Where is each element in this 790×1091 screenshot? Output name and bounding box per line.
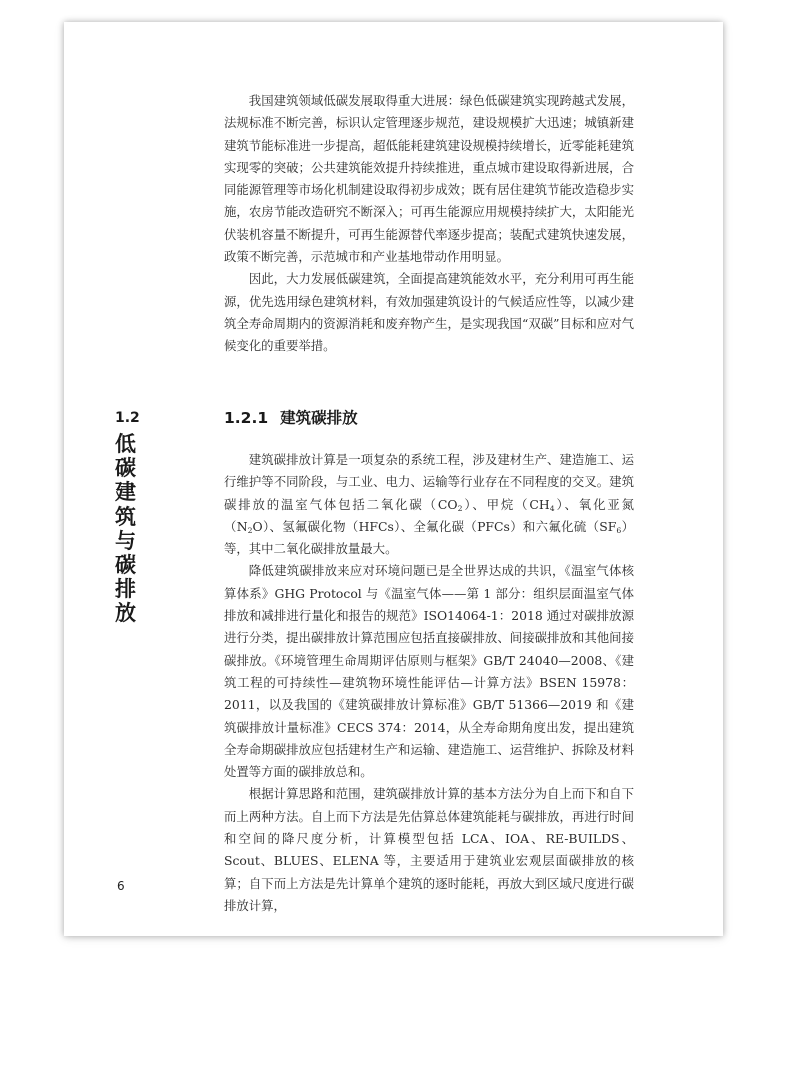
text-run: 建筑碳排放计算是一项复杂的系统工程，涉及建材生产、建造施工、运行维护等不同阶段，与工业、电力、运输等行业存在不同程度的交叉。建筑碳排放的温室气体包括二氧化碳（CO — [224, 452, 634, 512]
text-run: ）、氧化亚氮（N — [224, 496, 634, 534]
text-run: ）、甲烷（CH — [462, 496, 550, 512]
intro-paragraph-1: 我国建筑领域低碳发展取得重大进展：绿色低碳建筑实现跨越式发展，法规标准不断完善，标识认定管理逐步规范，建设规模扩大迅速；城镇新建建筑节能标准进一步提高，超低能耗建筑建设规模持续增长，近零能耗建筑实现零的突破；公共建筑能效提升持续推进，重点城市建设取得新进展，合同能源管理等市场化机制建设取得初步成效；既有居住建筑节能改造稳步实施，农房节能改造研究不断深入；可再生能源应用规模持续扩大，太阳能光伏装机容量不断提升，可再生能源替代率逐步提高；装配式建筑快速发展，政策不断完善，示范城市和产业基地带动作用明显。 — [224, 93, 634, 265]
chapter-title: 低碳建筑与碳排放 — [115, 432, 136, 626]
section-heading — [224, 406, 358, 428]
text-run: ）等，其中二氧化碳排放量最大。 — [224, 518, 635, 557]
section-number: 1.2.1 — [224, 409, 269, 427]
subscript: 2 — [457, 503, 463, 513]
intro-paragraph-2: 因此，大力发展低碳建筑，全面提高建筑能效水平，充分利用可再生能源，优先选用绿色建筑材料，有效加强建筑设计的气候适应性等，以减少建筑全寿命周期内的资源消耗和废弃物产生，是实现我国“双碳”目标和应对气候变化的重要举措。 — [224, 271, 634, 354]
text-run: O）、氢氟碳化物（HFCs）、全氟化碳（PFCs）和六氟化硫（SF — [252, 518, 617, 534]
book-page — [64, 22, 723, 936]
intro-text-block — [224, 90, 634, 358]
main-paragraph-1 — [224, 449, 634, 560]
main-text-block — [224, 449, 634, 917]
page-number: 6 — [117, 879, 125, 893]
subscript: 6 — [616, 525, 622, 535]
main-paragraph-3: 根据计算思路和范围，建筑碳排放计算的基本方法分为自上而下和自下而上两种方法。自上而下方法是先估算总体建筑能耗与碳排放，再进行时间和空间的降尺度分析，计算模型包括 LCA、IOA、RE-BUILDS、Scout、BLUES、ELENA 等，主要适用于建筑业宏观层面碳排放的核算；自下而上方法是先计算单个建筑的逐时能耗，再放大到区域尺度进行碳排放计算， — [224, 786, 634, 913]
subscript: 4 — [549, 503, 555, 513]
chapter-number: 1.2 — [115, 410, 140, 426]
subscript: 2 — [247, 525, 253, 535]
section-title: 建筑碳排放 — [280, 409, 358, 427]
main-paragraph-2: 降低建筑碳排放来应对环境问题已是全世界达成的共识，《温室气体核算体系》GHG Protocol 与《温室气体——第 1 部分：组织层面温室气体排放和减排进行量化和报告的规范》ISO14064-1：2018 通过对碳排放源进行分类，提出碳排放计算范围应包括直接碳排放、间接碳排放和其他间接碳排放。《环境管理生命周期评估原则与框架》GB/T 24040—2008、《建筑工程的可持续性—建筑物环境性能评估—计算方法》BSEN 15978：2011，以及我国的《建筑碳排放计算标准》GB/T 51366—2019 和《建筑碳排放计量标准》CECS 374：2014，从全寿命期角度出发，提出建筑全寿命期碳排放应包括建材生产和运输、建造施工、运营维护、拆除及材料处置等方面的碳排放总和。 — [224, 563, 634, 780]
